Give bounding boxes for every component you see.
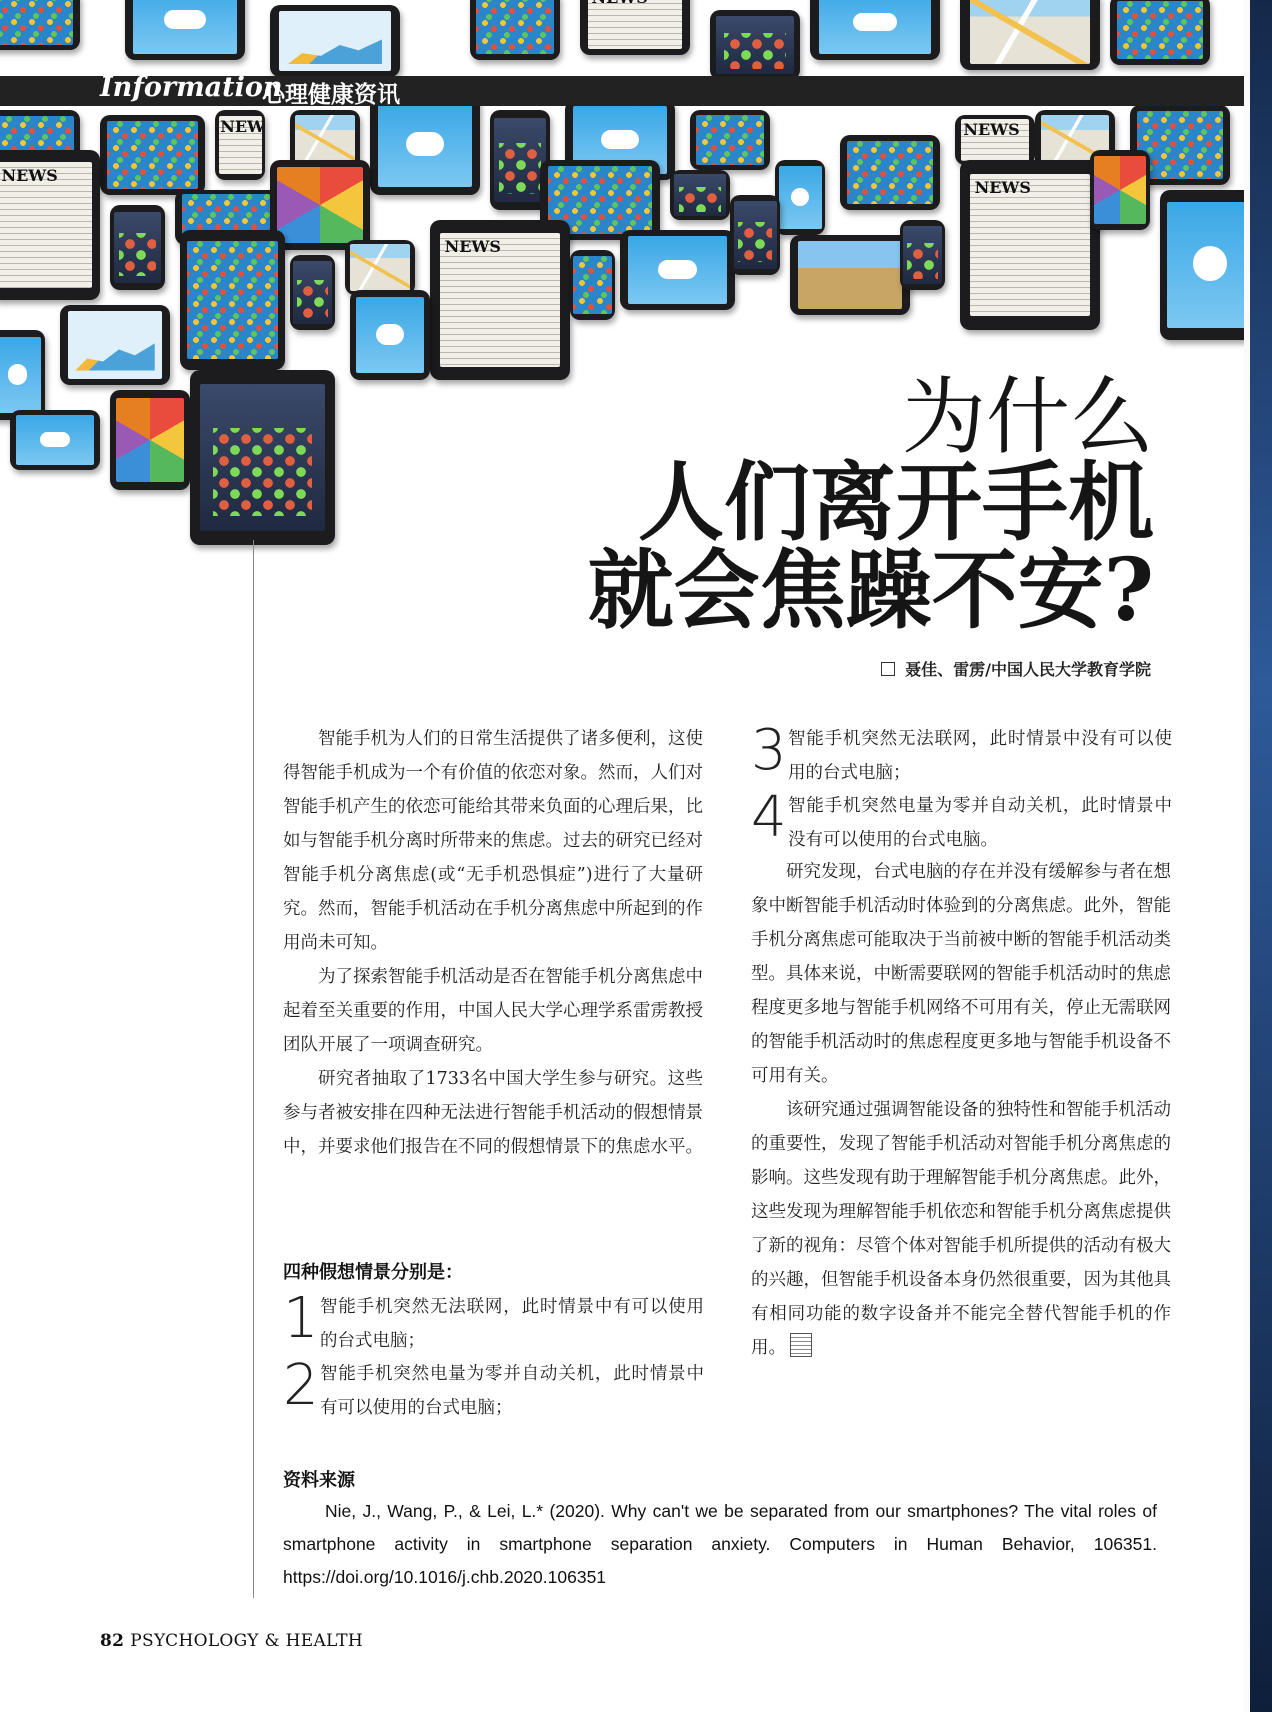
byline xyxy=(881,657,1151,680)
device-phone-icon xyxy=(290,255,335,330)
scenario-item xyxy=(751,718,1172,790)
page-footer xyxy=(100,1631,363,1651)
device-tablet-icon xyxy=(0,0,80,50)
device-tablet-icon xyxy=(470,0,560,60)
device-phone-icon xyxy=(215,110,265,180)
device-phone-icon xyxy=(570,250,615,320)
device-tablet-icon xyxy=(960,160,1100,330)
device-tablet-icon xyxy=(1160,190,1250,340)
scenario-item xyxy=(751,785,1172,857)
device-tablet-icon xyxy=(580,0,690,55)
right-column xyxy=(751,855,1171,1365)
scenario-number: 2 xyxy=(283,1353,319,1418)
scenario-text: 智能手机突然电量为零并自动关机，此时情景中有可以使用的台式电脑； xyxy=(320,1364,704,1418)
article-end-mark-icon xyxy=(790,1333,812,1357)
magazine-name: PSYCHOLOGY & HEALTH xyxy=(130,1631,363,1651)
scenario-number: 4 xyxy=(751,785,787,850)
title-line-1: 为什么 xyxy=(901,368,1154,466)
device-phone-icon xyxy=(0,330,45,420)
scenario-item xyxy=(283,1286,704,1358)
section-label-en: Information xyxy=(100,72,283,103)
device-tablet-icon xyxy=(190,370,335,545)
device-tablet-icon xyxy=(810,0,940,60)
device-tablet-icon xyxy=(790,235,910,315)
device-phone-icon xyxy=(775,160,825,235)
device-tablet-icon xyxy=(430,220,570,380)
device-tablet-icon xyxy=(270,5,400,77)
device-tablet-icon xyxy=(180,230,285,370)
paragraph-text: 该研究通过强调智能设备的独特性和智能手机活动的重要性，发现了智能手机活动对智能手机分离焦虑的影响。这些发现有助于理解智能手机分离焦虑。此外，这些发现为理解智能手机依恋和智能手机分离焦虑提供了新的视角：尽管个体对智能手机所提供的活动有极大的兴趣，但智能手机设备本身仍然很重要，因为其他具有相同功能的数字设备并不能完全替代智能手机的作用。 xyxy=(751,1100,1171,1358)
device-tablet-icon xyxy=(1110,0,1210,65)
device-tablet-icon xyxy=(100,115,205,195)
device-phone-icon xyxy=(670,170,730,220)
paragraph: 研究发现，台式电脑的存在并没有缓解参与者在想象中断智能手机活动时体验到的分离焦虑。此外，智能手机分离焦虑可能取决于当前被中断的智能手机活动类型。具体来说，中断需要联网的智能手机活动时的焦虑程度更多地与智能手机网络不可用有关，停止无需联网的智能手机活动时的焦虑程度更多地与智能手机设备不可用有关。 xyxy=(751,862,1171,1086)
device-tablet-icon xyxy=(110,390,190,490)
scenario-text: 智能手机突然无法联网，此时情景中有可以使用的台式电脑； xyxy=(320,1297,704,1351)
page-number: 82 xyxy=(100,1631,125,1651)
device-tablet-icon xyxy=(0,150,100,300)
device-tablet-icon xyxy=(690,110,770,170)
section-label-zh: 心理健康资讯 xyxy=(262,81,400,108)
title-line-2: 人们离开手机 xyxy=(638,452,1154,553)
device-phone-icon xyxy=(955,115,1035,165)
reference-citation: Nie, J., Wang, P., & Lei, L.* (2020). Why can't we be separated from our smartphones? The vital roles of smartphone activity in smartphone separation anxiety. Computers in Human Behavior, 106351. https://doi.org/10.1016/j.chb.2020.106351 xyxy=(283,1501,1157,1587)
device-tablet-icon xyxy=(620,230,735,310)
column-rule xyxy=(253,540,254,1598)
device-tablet-icon xyxy=(370,95,480,195)
device-phone-icon xyxy=(110,205,165,290)
paragraph: 为了探索智能手机活动是否在智能手机分离焦虑中起着至关重要的作用，中国人民大学心理学系雷雳教授团队开展了一项调查研究。 xyxy=(283,967,703,1055)
device-tablet-icon xyxy=(350,290,430,380)
paragraph: 研究者抽取了1733名中国大学生参与研究。这些参与者被安排在四种无法进行智能手机活动的假想情景中，并要求他们报告在不同的假想情景下的焦虑水平。 xyxy=(283,1069,703,1157)
title-line-3: 就会焦躁不安? xyxy=(587,540,1154,641)
device-phone-icon xyxy=(10,410,100,470)
device-tablet-icon xyxy=(270,160,370,250)
device-phone-icon xyxy=(1090,150,1150,230)
scenario-text: 智能手机突然电量为零并自动关机，此时情景中没有可以使用的台式电脑。 xyxy=(788,796,1172,850)
paragraph: 智能手机为人们的日常生活提供了诸多便利，这使得智能手机成为一个有价值的依恋对象。然而，人们对智能手机产生的依恋可能给其带来负面的心理后果，比如与智能手机分离时所带来的焦虑。过去的研究已经对智能手机分离焦虑(或“无手机恐惧症”)进行了大量研究。然而，智能手机活动在手机分离焦虑中所起到的作用尚未可知。 xyxy=(283,729,703,953)
device-tablet-icon xyxy=(960,0,1100,70)
device-phone-icon xyxy=(900,220,945,290)
scenarios-subhead: 四种假想情景分别是： xyxy=(283,1262,463,1283)
device-tablet-icon xyxy=(60,305,170,385)
left-column xyxy=(283,722,703,1164)
paragraph xyxy=(751,1093,1171,1365)
source-heading: 资料来源 xyxy=(283,1470,355,1491)
scenario-item xyxy=(283,1353,704,1425)
byline-text: 聂佳、雷雳/中国人民大学教育学院 xyxy=(905,660,1151,679)
device-tablet-icon xyxy=(840,135,940,210)
scenario-number: 1 xyxy=(283,1286,319,1351)
square-bullet-icon xyxy=(881,662,895,676)
adjacent-page-strip xyxy=(1250,0,1272,1712)
scenario-text: 智能手机突然无法联网，此时情景中没有可以使用的台式电脑； xyxy=(788,729,1172,783)
device-phone-icon xyxy=(710,10,800,80)
device-tablet-icon xyxy=(125,0,245,60)
device-phone-icon xyxy=(730,195,780,275)
device-phone-icon xyxy=(345,240,415,295)
scenario-number: 3 xyxy=(751,718,787,783)
